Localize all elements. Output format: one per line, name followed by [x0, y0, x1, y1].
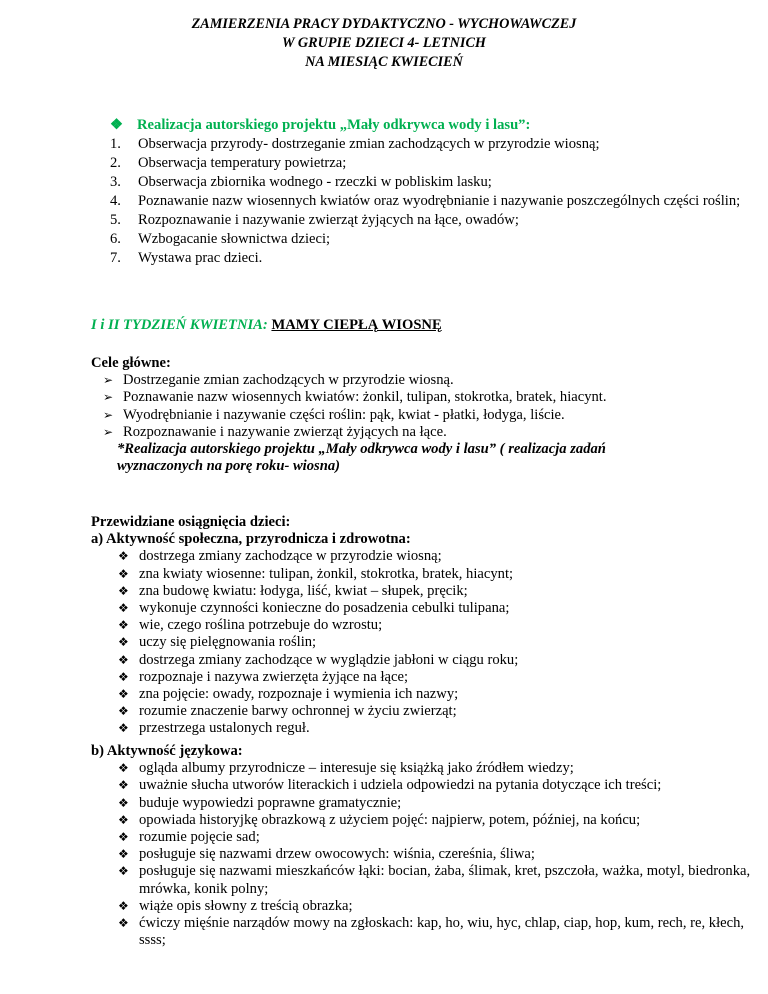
project-note-line-1: *Realizacja autorskiego projektu „Mały odkrywca wody i lasu” ( realizacja zadań: [117, 441, 606, 458]
arrow-bullet-icon: ➢: [103, 407, 114, 422]
goals-heading: Cele główne:: [91, 355, 171, 371]
week-label: I i II TYDZIEŃ KWIETNIA:: [91, 317, 268, 333]
diamond-bullet-icon: ❖: [118, 721, 129, 736]
list-item-text: ogląda albumy przyrodnicze – interesuje się książką jako źródłem wiedzy;: [139, 760, 574, 777]
header-line-3: NA MIESIĄC KWIECIEŃ: [305, 54, 463, 70]
arrow-bullet-icon: ➢: [103, 373, 114, 388]
list-item: [91, 634, 751, 651]
diamond-bullet-icon: ❖: [118, 549, 129, 564]
list-item: [91, 846, 751, 863]
achievements-section: [91, 514, 751, 738]
list-item: [91, 389, 751, 406]
list-item: [91, 703, 751, 720]
list-item-text: buduje wypowiedzi poprawne gramatycznie;: [139, 794, 402, 811]
list-item: [91, 686, 751, 703]
list-number: 3.: [110, 174, 121, 190]
language-list: [91, 760, 751, 949]
list-number: 5.: [110, 212, 121, 228]
list-number: 7.: [110, 250, 121, 266]
list-item-text: ćwiczy mięśnie narządów mowy na zgłoskach: kap, ho, wiu, hyc, chlap, ciap, hop, kum, rech, re, kłech, ssss;: [139, 915, 745, 949]
project-list: [110, 135, 750, 268]
goals-section: [91, 355, 751, 475]
diamond-bullet-icon: ❖: [118, 704, 129, 719]
list-item: [110, 173, 750, 192]
document-header: [0, 15, 768, 72]
list-item-text: Wystawa prac dzieci.: [138, 250, 263, 266]
diamond-bullet-icon: ❖: [118, 652, 129, 667]
diamond-bullet-icon: ❖: [118, 778, 129, 793]
list-number: 1.: [110, 136, 121, 152]
list-item-text: Dostrzeganie zmian zachodzących w przyrodzie wiosną.: [123, 372, 454, 389]
header-line-2: W GRUPIE DZIECI 4- LETNICH: [282, 35, 486, 51]
list-number: 2.: [110, 155, 121, 171]
list-number: 4.: [110, 193, 121, 209]
list-item-text: dostrzega zmiany zachodzące w wyglądzie jabłoni w ciągu roku;: [139, 651, 519, 668]
language-section: [91, 743, 751, 949]
list-item-text: Obserwacja temperatury powietrza;: [138, 155, 347, 171]
list-item-text: Poznawanie nazw wiosennych kwiatów: żonkil, tulipan, stokrotka, bratek, hiacynt.: [123, 389, 607, 406]
list-item: [110, 192, 750, 211]
diamond-bullet-icon: ❖: [118, 687, 129, 702]
list-item-text: opowiada historyjkę obrazkową z użyciem pojęć: najpierw, potem, później, na końcu;: [139, 811, 641, 828]
list-number: 6.: [110, 231, 121, 247]
list-item-text: Obserwacja przyrody- dostrzeganie zmian zachodzących w przyrodzie wiosną;: [138, 136, 600, 152]
list-item-text: Rozpoznawanie i nazywanie zwierząt żyjących na łące.: [123, 423, 447, 440]
list-item-text: wie, czego roślina potrzebuje do wzrostu;: [139, 617, 383, 634]
list-item-text: dostrzega zmiany zachodzące w przyrodzie wiosną;: [139, 548, 442, 565]
diamond-bullet-icon: ❖: [118, 864, 129, 879]
diamond-bullet-icon: ❖: [118, 830, 129, 845]
list-item: [91, 372, 751, 389]
list-item: [91, 600, 751, 617]
list-item-text: Obserwacja zbiornika wodnego - rzeczki w pobliskim lasku;: [138, 174, 492, 190]
diamond-bullet-icon: ❖: [118, 812, 129, 827]
list-item: [91, 617, 751, 634]
list-item-text: uczy się pielęgnowania roślin;: [139, 634, 317, 651]
project-title-text: Realizacja autorskiego projektu „Mały odkrywca wody i lasu”:: [137, 117, 531, 133]
list-item: [91, 720, 751, 737]
list-item: [110, 230, 750, 249]
diamond-bullet-icon: ❖: [118, 618, 129, 633]
diamond-bullet-icon: ❖: [118, 583, 129, 598]
list-item: [91, 566, 751, 583]
list-item: [91, 583, 751, 600]
list-item: [91, 548, 751, 565]
list-item: [110, 249, 750, 268]
list-item: [91, 898, 751, 915]
diamond-bullet-icon: ❖: [118, 601, 129, 616]
list-item-text: Wyodrębnianie i nazywanie części roślin: pąk, kwiat - płatki, łodyga, liście.: [123, 406, 565, 423]
list-item-text: wiąże opis słowny z treścią obrazka;: [139, 897, 353, 914]
week-topic: MAMY CIEPŁĄ WIOSNĘ: [271, 317, 442, 333]
list-item: [91, 407, 751, 424]
achievements-list: [91, 548, 751, 737]
diamond-bullet-icon: ❖: [118, 635, 129, 650]
list-item-text: Poznawanie nazw wiosennych kwiatów oraz wyodrębnianie i nazywanie poszczególnych części roślin;: [138, 193, 741, 209]
diamond-bullet-icon: ❖: [118, 795, 129, 810]
diamond-bullet-icon: ❖: [118, 847, 129, 862]
language-heading: b) Aktywność językowa:: [91, 743, 243, 759]
list-item-text: zna budowę kwiatu: łodyga, liść, kwiat – słupek, pręcik;: [139, 582, 468, 599]
list-item-text: zna kwiaty wiosenne: tulipan, żonkil, stokrotka, bratek, hiacynt;: [139, 565, 514, 582]
achievements-subheading: a) Aktywność społeczna, przyrodnicza i zdrowotna:: [91, 531, 411, 548]
list-item: [91, 829, 751, 846]
list-item-text: zna pojęcie: owady, rozpoznaje i wymienia ich nazwy;: [139, 686, 459, 703]
project-note-line-2: wyznaczonych na porę roku- wiosna): [117, 458, 340, 475]
diamond-bullet-icon: ❖: [118, 761, 129, 776]
week-heading: [91, 315, 442, 335]
list-item: [91, 863, 751, 897]
list-item: [91, 812, 751, 829]
diamond-bullet-icon: ❖: [110, 117, 124, 133]
list-item-text: posługuje się nazwami drzew owocowych: wiśnia, czereśnia, śliwa;: [139, 846, 535, 863]
list-item: [91, 777, 751, 794]
diamond-bullet-icon: ❖: [118, 916, 129, 931]
list-item: [110, 211, 750, 230]
list-item-text: posługuje się nazwami mieszkańców łąki: bocian, żaba, ślimak, kret, pszczoła, ważka, motyl, biedronka, mrówka, konik polny;: [139, 863, 751, 897]
list-item-text: wykonuje czynności konieczne do posadzenia cebulki tulipana;: [139, 600, 510, 617]
goals-list: [91, 372, 751, 441]
arrow-bullet-icon: ➢: [103, 424, 114, 439]
list-item: [91, 760, 751, 777]
list-item-text: Wzbogacanie słownictwa dzieci;: [138, 231, 331, 247]
list-item-text: rozumie pojęcie sad;: [139, 829, 260, 846]
list-item-text: rozpoznaje i nazywa zwierzęta żyjące na łące;: [139, 668, 408, 685]
list-item: [110, 135, 750, 154]
list-item: [91, 652, 751, 669]
list-item: [91, 669, 751, 686]
list-item: [91, 424, 751, 441]
list-item: [91, 795, 751, 812]
list-item: [91, 915, 751, 949]
project-title: [110, 116, 750, 135]
header-line-1: ZAMIERZENIA PRACY DYDAKTYCZNO - WYCHOWAWCZEJ: [191, 16, 577, 32]
list-item: [110, 154, 750, 173]
list-item-text: przestrzega ustalonych reguł.: [139, 720, 310, 737]
project-section: [110, 116, 750, 268]
list-item-text: uważnie słucha utworów literackich i udziela odpowiedzi na pytania dotyczące ich treści;: [139, 777, 662, 794]
diamond-bullet-icon: ❖: [118, 566, 129, 581]
list-item-text: rozumie znaczenie barwy ochronnej w życiu zwierząt;: [139, 703, 457, 720]
list-item-text: Rozpoznawanie i nazywanie zwierząt żyjących na łące, owadów;: [138, 212, 519, 228]
diamond-bullet-icon: ❖: [118, 898, 129, 913]
diamond-bullet-icon: ❖: [118, 669, 129, 684]
achievements-heading: Przewidziane osiągnięcia dzieci:: [91, 514, 291, 530]
arrow-bullet-icon: ➢: [103, 390, 114, 405]
